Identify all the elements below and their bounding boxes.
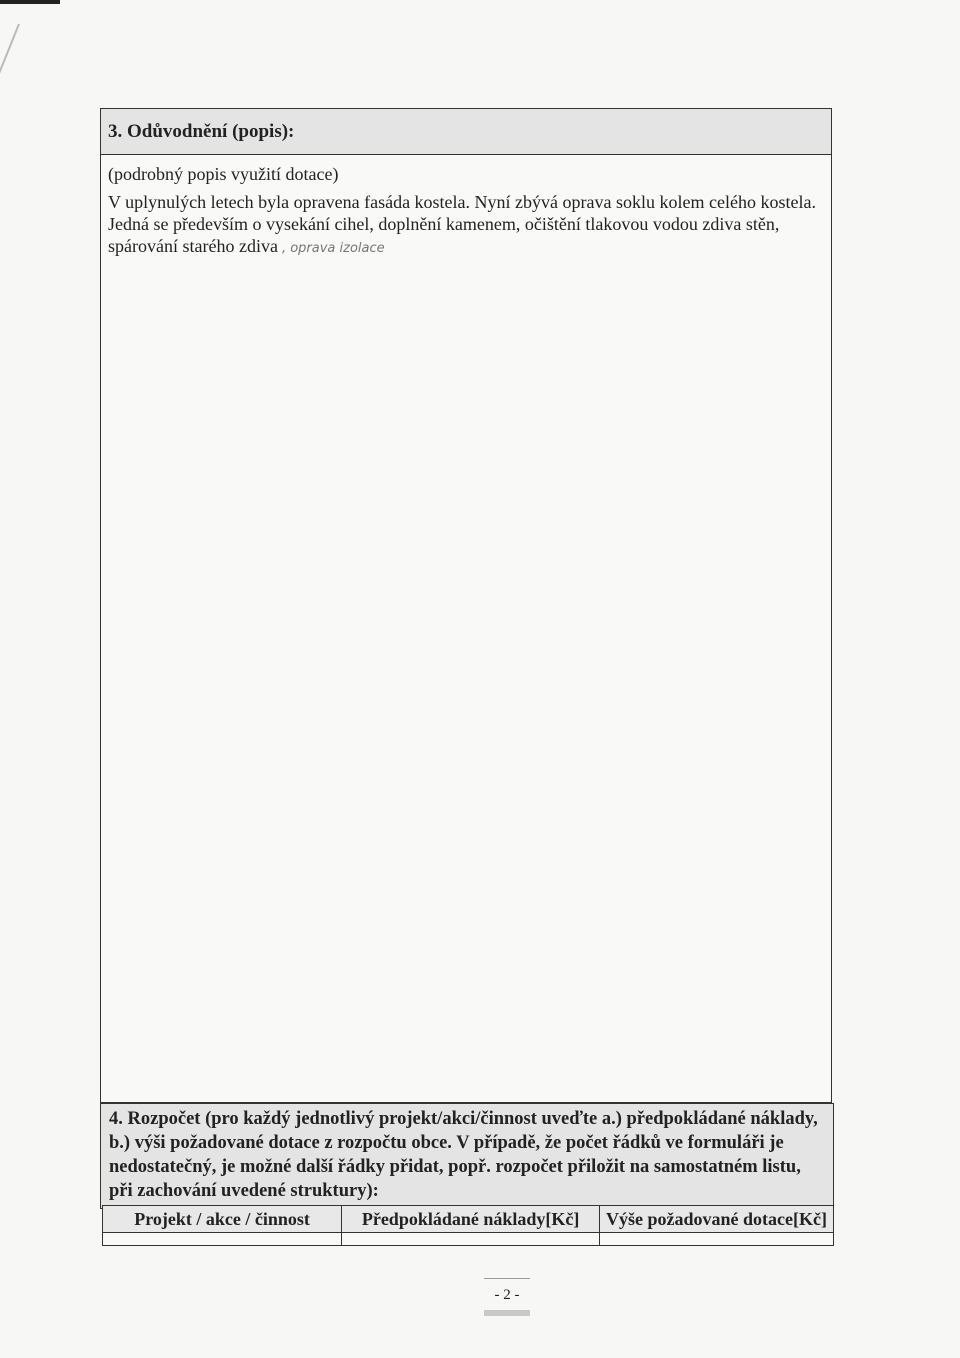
budget-section	[100, 1103, 834, 1209]
budget-header-row	[103, 1206, 834, 1233]
page-footer	[484, 1278, 530, 1316]
footer-rule-top	[484, 1278, 530, 1279]
scan-edge-mark	[0, 0, 60, 4]
budget-cell-project[interactable]	[103, 1233, 342, 1246]
justification-title: 3. Odůvodnění (popis):	[108, 120, 295, 142]
budget-table	[102, 1205, 834, 1246]
footer-rule-bottom	[484, 1310, 530, 1316]
budget-cell-costs[interactable]	[342, 1233, 600, 1246]
justification-text-block	[108, 191, 824, 260]
budget-cell-subsidy[interactable]	[600, 1233, 834, 1246]
col-requested-subsidy: Výše požadované dotace[Kč]	[600, 1206, 834, 1233]
col-project: Projekt / akce / činnost	[103, 1206, 342, 1233]
budget-title: 4. Rozpočet (pro každý jednotlivý projekt/akci/činnost uveďte a.) předpokládané náklady, b.) výši požadované dotace z rozpočtu obce. V případě, že počet řádků ve formuláři je nedostatečný, je možné další řádky přidat, popř. rozpočet přiložit na samostatném listu, při zachování uvedené struktury):	[109, 1109, 818, 1201]
scan-fold-line	[0, 24, 20, 164]
handwritten-note: , oprava izolace	[281, 241, 385, 256]
col-expected-costs: Předpokládané náklady[Kč]	[342, 1206, 600, 1233]
budget-row	[103, 1233, 834, 1246]
justification-text: V uplynulých letech byla opravena fasáda kostela. Nyní zbývá oprava soklu kolem celého kostela. Jedná se především o vysekání cihel, doplnění kamenem, očištění tlakovou vodou zdiva stěn, spárování starého zdiva	[108, 192, 816, 256]
page-number: - 2 -	[494, 1287, 520, 1303]
justification-body	[101, 155, 831, 268]
justification-section	[100, 108, 832, 1103]
justification-header	[101, 109, 831, 155]
justification-subtitle: (podrobný popis využití dotace)	[108, 164, 339, 184]
